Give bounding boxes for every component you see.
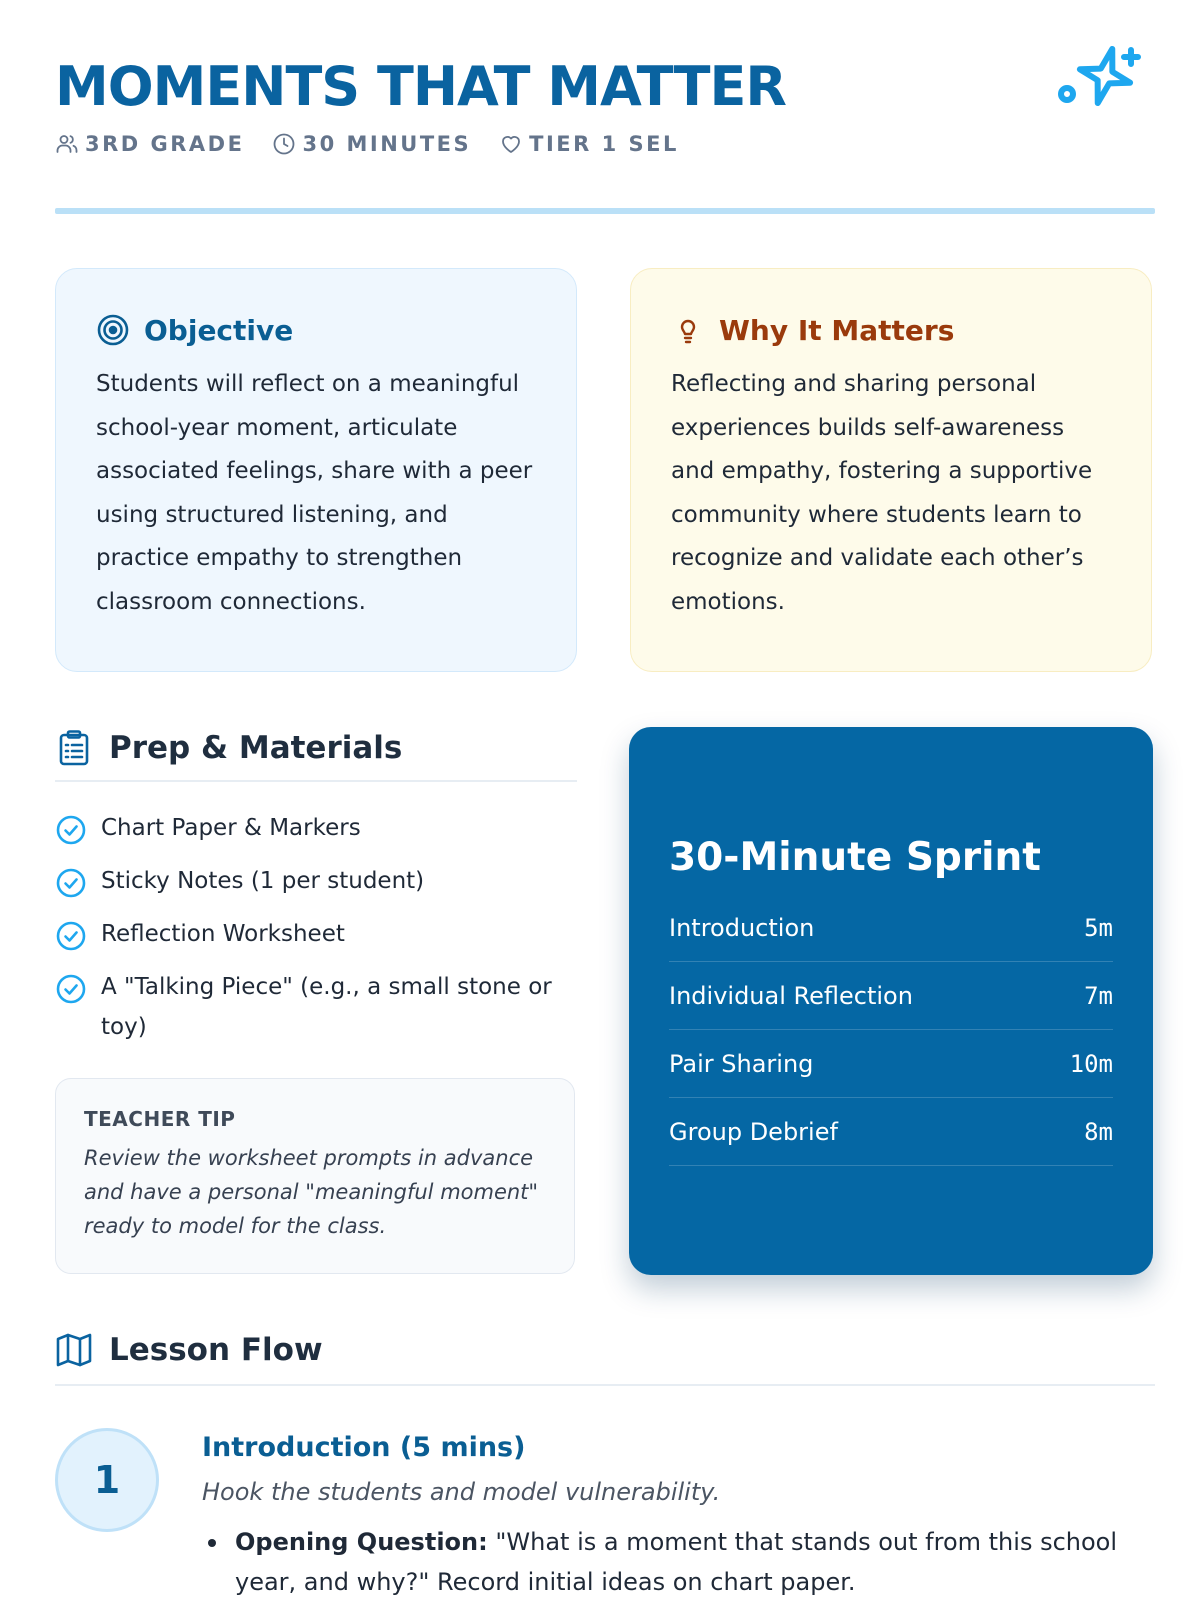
sprint-row-duration: 7m bbox=[1084, 981, 1113, 1010]
step-number-badge: 1 bbox=[55, 1428, 159, 1532]
step-title: Introduction (5 mins) bbox=[202, 1432, 526, 1463]
step-bullets bbox=[202, 1522, 1157, 1600]
teacher-tip bbox=[55, 1078, 575, 1274]
page-header bbox=[55, 52, 1155, 212]
tip-text: Review the worksheet prompts in advance and have a personal "meaningful moment" ready to model for the class. bbox=[84, 1146, 539, 1238]
clipboard-icon bbox=[55, 729, 93, 767]
sparkle-icon bbox=[1055, 42, 1143, 122]
bullet-label: Opening Question: bbox=[235, 1528, 488, 1556]
sprint-title: 30-Minute Sprint bbox=[669, 835, 1041, 880]
list-item bbox=[55, 808, 575, 848]
prep-divider bbox=[55, 780, 577, 782]
step-subtitle: Hook the students and model vulnerability. bbox=[202, 1478, 721, 1506]
sprint-row-duration: 8m bbox=[1084, 1117, 1113, 1146]
check-circle-icon bbox=[55, 814, 87, 846]
why-text: Reflecting and sharing personal experiences builds self-awareness and empathy, fostering a supportive community where students learn to recognize and validate each other’s emotions. bbox=[671, 371, 1093, 615]
meta-grade-label: 3RD GRADE bbox=[85, 132, 245, 156]
material-label: Reflection Worksheet bbox=[101, 921, 345, 947]
sprint-row bbox=[669, 894, 1113, 962]
sprint-row-label: Individual Reflection bbox=[669, 981, 913, 1010]
meta-tier bbox=[499, 132, 679, 156]
check-circle-icon bbox=[55, 973, 87, 1005]
list-item bbox=[55, 914, 575, 954]
why-it-matters-card bbox=[630, 268, 1152, 672]
sprint-row-duration: 5m bbox=[1084, 913, 1113, 942]
check-circle-icon bbox=[55, 920, 87, 952]
header-divider bbox=[55, 208, 1155, 214]
tip-label: TEACHER TIP bbox=[84, 1107, 236, 1131]
why-title: Why It Matters bbox=[719, 313, 955, 347]
meta-tier-label: TIER 1 SEL bbox=[529, 132, 679, 156]
material-label: Chart Paper & Markers bbox=[101, 815, 361, 841]
page-title: MOMENTS THAT MATTER bbox=[55, 55, 786, 118]
lightbulb-icon bbox=[671, 313, 705, 347]
materials-list bbox=[55, 808, 575, 1060]
objective-text: Students will reflect on a meaningful school-year moment, articulate associated feelings, share with a peer using structured listening, and practice empathy to strengthen classroom connections. bbox=[96, 371, 533, 615]
list-item bbox=[55, 861, 575, 901]
step-content bbox=[202, 1430, 1157, 1600]
flow-header bbox=[55, 1331, 323, 1369]
map-icon bbox=[55, 1331, 93, 1369]
check-circle-icon bbox=[55, 867, 87, 899]
objective-title: Objective bbox=[144, 313, 294, 347]
sprint-card bbox=[629, 727, 1153, 1275]
lesson-meta bbox=[55, 132, 679, 156]
flow-divider bbox=[55, 1384, 1155, 1386]
sprint-row bbox=[669, 1030, 1113, 1098]
sprint-row-label: Introduction bbox=[669, 913, 815, 942]
clock-icon bbox=[272, 132, 296, 156]
meta-duration bbox=[272, 132, 471, 156]
heart-icon bbox=[499, 132, 523, 156]
sprint-row bbox=[669, 1098, 1113, 1166]
flow-title: Lesson Flow bbox=[109, 1332, 323, 1368]
sprint-row bbox=[669, 962, 1113, 1030]
prep-header bbox=[55, 729, 402, 767]
meta-grade bbox=[55, 132, 244, 156]
meta-duration-label: 30 MINUTES bbox=[302, 132, 472, 156]
list-item bbox=[202, 1522, 1157, 1600]
objective-card bbox=[55, 268, 577, 672]
material-label: A "Talking Piece" (e.g., a small stone or toy) bbox=[101, 974, 552, 1040]
objective-header bbox=[96, 313, 536, 347]
users-icon bbox=[55, 132, 79, 156]
target-icon bbox=[96, 313, 130, 347]
prep-title: Prep & Materials bbox=[109, 730, 403, 766]
bullet-text: "What is a moment that stands out from this school year, and why?" Record initial ideas on chart paper. bbox=[235, 1528, 1118, 1596]
sprint-row-label: Pair Sharing bbox=[669, 1049, 814, 1078]
list-item bbox=[55, 967, 575, 1047]
sprint-row-label: Group Debrief bbox=[669, 1117, 838, 1146]
why-header bbox=[671, 313, 1111, 347]
sprint-row-duration: 10m bbox=[1069, 1049, 1113, 1078]
material-label: Sticky Notes (1 per student) bbox=[101, 868, 425, 894]
